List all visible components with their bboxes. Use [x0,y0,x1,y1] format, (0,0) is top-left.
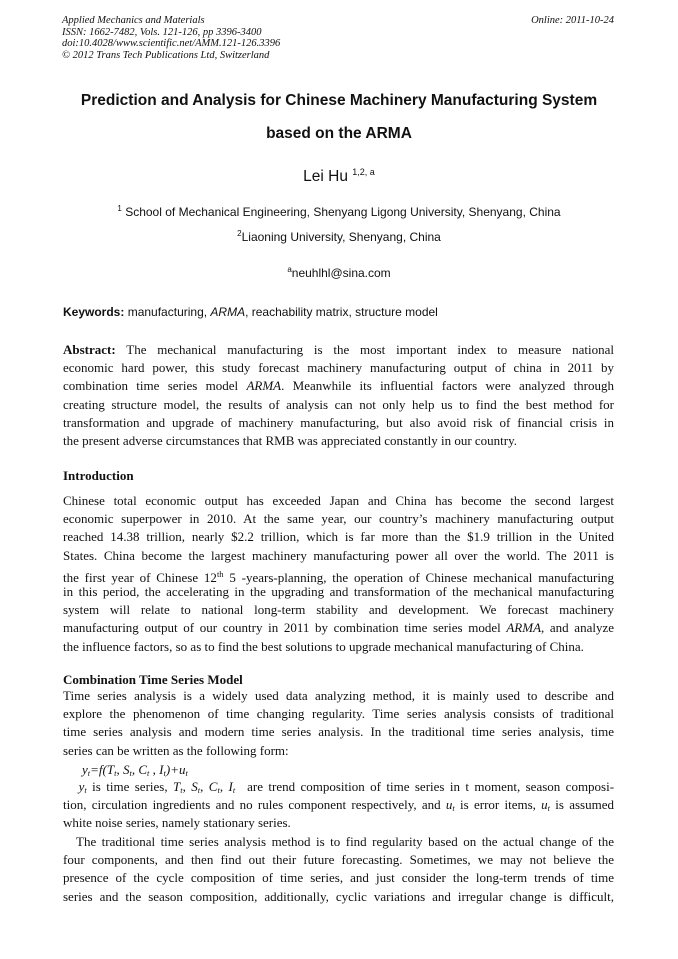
intro-line: the first year of Chinese 12th 5 -years-planning, the operation of Chinese mechanical manufacturing [63,568,615,585]
abstract-line: creating structure model, the results of analysis can not only help us to find the best method for [63,396,614,412]
keywords-part2: ARMA [210,305,246,319]
time-series-formula: $y_t=f(T_t$, $S_t$, $C_t$ , $I_t)+u_t$ [82,762,188,778]
abstract-line: the present adverse circumstances that RMB was appreciated constantly in our country. [63,432,518,448]
abstract-label: Abstract: [63,342,116,357]
intro-line: manufacturing output of our country in 2011 by combination time series model ARMA, and analyze [63,620,614,636]
affiliation-1 [0,204,678,219]
intro-line: system will relate to national long-term stability and development. We forecast machinery [63,602,614,618]
paper-title-line1: Prediction and Analysis for Chinese Machinery Manufacturing System [80,92,598,109]
issn: ISSN: 1662-7482, Vols. 121-126, pp 3396-3400 [62,26,262,38]
online-date: Online: 2011-10-24 [531,15,614,26]
cts-line: explore the phenomenon of time changing regularity. Time series analysis consists of traditional [63,706,614,722]
copyright: © 2012 Trans Tech Publications Ltd, Switzerland [62,49,270,61]
section-heading-introduction: Introduction [63,468,134,483]
cts-def-line: $y_t$ is time series, $T_t$, $S_t$, $C_t$, $I_t$ are trend composition of time series in t moment, season composi- [78,779,615,795]
cts-method-line: presence of the cycle composition of time series, and just consider the long-term trends of time [63,870,614,886]
cts-text [63,687,614,760]
abstract-line: transformation and upgrade of machinery manufacturing, but also avoid risk of financial crisis in [63,414,614,430]
aff1-mark: 1 [117,204,122,213]
aff1-text: School of Mechanical Engineering, Shenyang Ligong University, Shenyang, China [125,205,561,219]
cts-def-line: tion, circulation ingredients and no rules component respectively, and $u_t$ is error items, $u_t$ is assumed [63,797,615,814]
keywords-part3: , reachability matrix, structure model [245,305,438,319]
intro-line: in this period, the accelerating in the upgrading and transformation of the mechanical manufacturing [63,583,614,599]
abstract-line: combination time series model ARMA. Meanwhile its influential factors were analyzed through [63,378,615,394]
abstract-line: Abstract: The mechanical manufacturing is the most important index to measure national [63,342,614,357]
introduction-text [63,492,614,656]
cts-method-line: series and the season composition, additionally, cyclic variations and irregular change is difficult, [63,888,614,904]
author-email [0,265,678,280]
doi: doi:10.4028/www.scientific.net/AMM.121-126.3396 [62,38,281,49]
keywords-part1: manufacturing, [127,305,211,319]
journal-header [62,15,482,61]
cts-method-line: four components, and then find out their future forecasting. Sometimes, we may not believe the [63,852,614,868]
intro-line: the influence factors, so as to find the best solutions to upgrade mechanical manufacturing of China. [63,638,584,654]
keywords-label: Keywords: [63,305,125,319]
paper-title-line2: based on the ARMA [266,125,412,142]
keywords [63,305,623,319]
cts-line: time series analysis and modern time series analysis. In the traditional time series analysis, time [63,724,614,740]
email-text[interactable]: neuhlhl@sina.com [291,266,391,280]
author-marks: 1,2, a [352,167,375,177]
author [0,167,678,186]
intro-line: economic superpower in 2010. At the same year, our country’s machinery manufacturing output [63,511,614,527]
abstract [63,341,614,450]
cts-method-text [63,833,614,906]
journal-name: Applied Mechanics and Materials [62,15,205,26]
intro-line: reached 14.38 trillion, nearly $2.2 trillion, which is far more than the $1.9 trillion in the United [63,529,614,545]
email-mark: a [287,265,292,274]
intro-line: Chinese total economic output has exceeded Japan and China has become the second largest [63,493,614,508]
cts-definitions [63,778,614,833]
aff2-text: Liaoning University, Shenyang, China [241,230,441,244]
cts-def-line: white noise series, namely stationary series. [63,815,291,831]
intro-line: States. China become the largest machinery manufacturing power all over the world. The 2011 is [63,547,614,563]
affiliation-2 [0,229,678,244]
section-heading-cts: Combination Time Series Model [63,672,243,687]
cts-line: series can be written as the following form: [63,742,289,758]
cts-method-line: The traditional time series analysis method is to find regularity based on the actual change of the [76,834,614,849]
aff2-mark: 2 [237,229,242,238]
abstract-line: economic hard power, this study forecast machinery manufacturing output of china in 2011 by [63,360,614,376]
author-name: Lei Hu [303,168,348,185]
cts-line: Time series analysis is a widely used data analyzing method, it is mainly used to describe and [63,688,614,703]
